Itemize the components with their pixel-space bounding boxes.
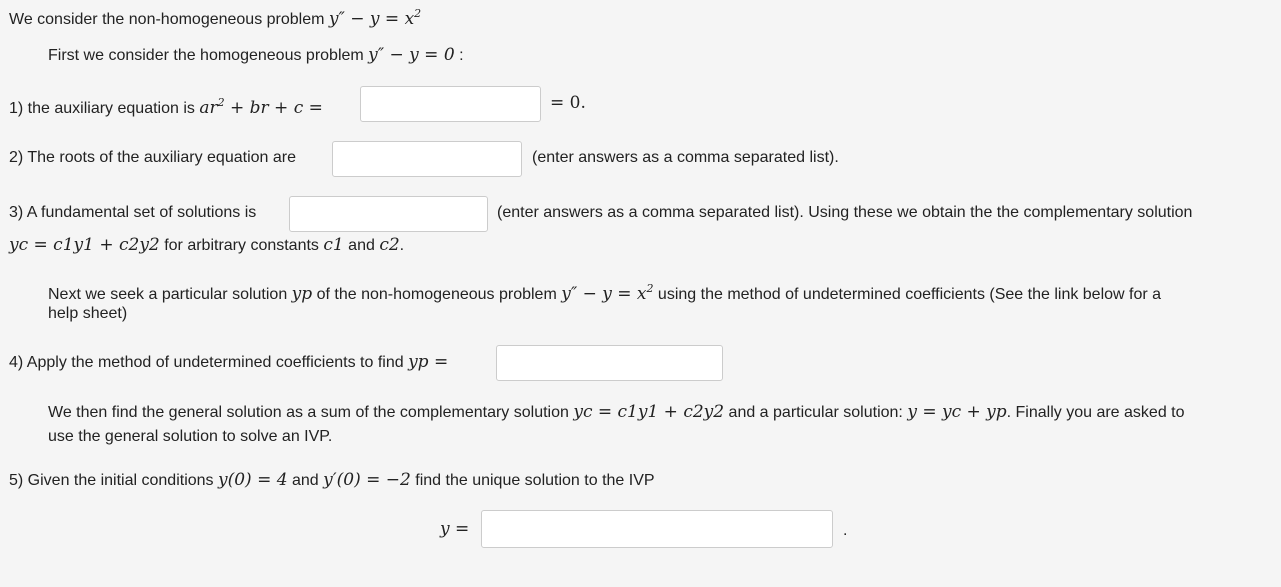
intro-equation: $y'' - y = x^2$: [328, 7, 422, 29]
general-line1: We then find the general solution as a sum of the complementary solution yc = c1y1 + c2y2 and a particular solution: y = yc + yp. Finally you are asked to: [48, 402, 1185, 422]
q3-line2: yc = c1y1 + c2y2 for arbitrary constants c1 and c2.: [9, 235, 405, 255]
auxiliary-equation-input[interactable]: [360, 86, 541, 122]
q2-note: (enter answers as a comma separated list).: [532, 149, 839, 166]
particular-line1: Next we seek a particular solution yp of the non-homogeneous problem $y'' - y = x^2$ using the method of undetermined coefficients (See the link below for a: [48, 282, 1162, 304]
q5-label: 5) Given the initial conditions y(0) = 4 and y′(0) = −2 find the unique solution to the IVP: [9, 470, 655, 490]
roots-input[interactable]: [332, 141, 522, 177]
particular-solution-input[interactable]: [496, 345, 723, 381]
yp-math: yp =: [408, 352, 449, 372]
q4-label: 4) Apply the method of undetermined coefficients to find yp =: [9, 352, 449, 372]
particular-line2: help sheet): [48, 305, 128, 322]
auxiliary-equation-math: $ar^2$ + br + c =: [199, 96, 323, 118]
q3-note: (enter answers as a comma separated list). Using these we obtain the the complementary solution: [497, 204, 1193, 221]
general-line2: use the general solution to solve an IVP.: [48, 428, 333, 445]
q1-label: 1) the auxiliary equation is $ar^2$ + br + c =: [9, 96, 323, 118]
complementary-solution-math: yc = c1y1 + c2y2: [9, 235, 160, 255]
particular-equation: $y'' - y = x^2$: [561, 282, 654, 304]
ivp-solution-input[interactable]: [481, 510, 833, 548]
intro-text: We consider the non-homogeneous problem: [9, 11, 329, 28]
intro-line: [9, 2, 421, 32]
homogeneous-line: First we consider the homogeneous problem y″ − y = 0 :: [48, 45, 464, 65]
ivp-y-label: y =: [440, 519, 470, 539]
q1-suffix: = 0.: [550, 93, 586, 113]
q3-label: 3) A fundamental set of solutions is: [9, 204, 257, 221]
q2-label: 2) The roots of the auxiliary equation are: [9, 149, 296, 166]
homogeneous-equation: y″ − y = 0: [368, 45, 455, 65]
homogeneous-text: First we consider the homogeneous problem: [48, 47, 369, 64]
ivp-period: .: [843, 522, 848, 539]
fundamental-set-input[interactable]: [289, 196, 488, 232]
